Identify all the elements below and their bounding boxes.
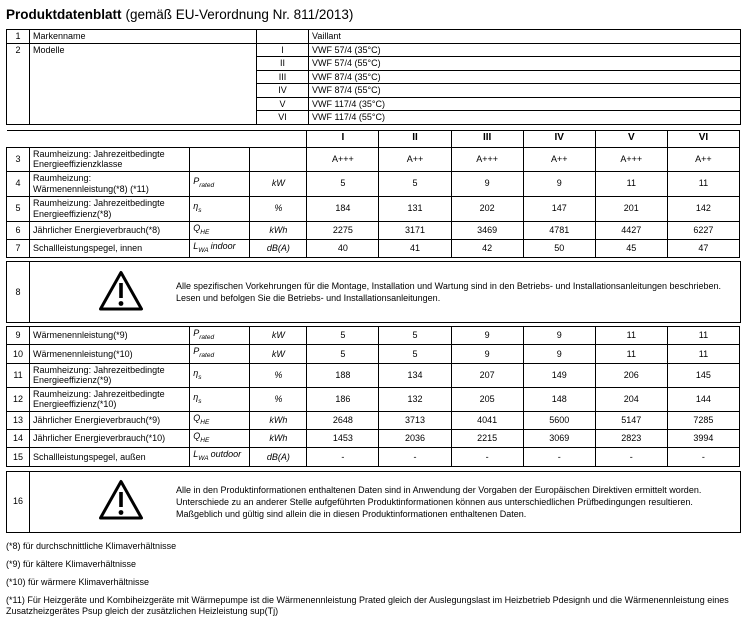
brand-models-table xyxy=(6,29,741,125)
row-label: Raumheizung: Jahrezeitbedingte Energieeffizienz(*10) xyxy=(30,387,190,411)
value-cell: 11 xyxy=(595,345,667,363)
row-label: Raumheizung: Wärmenennleistung(*8) (*11) xyxy=(30,171,190,196)
symbol-base: L xyxy=(193,449,199,460)
value-cell: - xyxy=(379,448,451,466)
value-cell: 134 xyxy=(379,363,451,387)
row-label: Raumheizung: Jahrezeitbedingte Energieeffizienz(*9) xyxy=(30,363,190,387)
row-label: Raumheizung: Jahrezeitbedingte Energieeffizienzklasse xyxy=(30,147,190,171)
page-title-main: Produktdatenblatt xyxy=(6,7,122,22)
spec-table-upper xyxy=(6,130,740,259)
table-row xyxy=(7,43,741,57)
value-cell: 7285 xyxy=(667,411,739,429)
value-cell: A+++ xyxy=(595,147,667,171)
row-number: 7 xyxy=(7,239,30,257)
row-number: 4 xyxy=(7,171,30,196)
value-cell: 184 xyxy=(307,196,379,221)
warning-cell xyxy=(30,262,741,323)
value-cell: 5 xyxy=(307,171,379,196)
value-cell: 186 xyxy=(307,387,379,411)
value-cell: 2036 xyxy=(379,429,451,447)
value-cell: 42 xyxy=(451,239,523,257)
symbol-subscript: rated xyxy=(199,181,215,189)
value-cell: 205 xyxy=(451,387,523,411)
row-label: Raumheizung: Jahrezeitbedingte Energieeffizienz(*8) xyxy=(30,196,190,221)
warning-icon xyxy=(98,479,144,524)
row-number: 5 xyxy=(7,196,30,221)
symbol-suffix: indoor xyxy=(210,240,236,251)
value-cell: 9 xyxy=(451,327,523,345)
value-cell: 5 xyxy=(379,327,451,345)
symbol-subscript: HE xyxy=(200,436,210,444)
row-label: Jährlicher Energieverbrauch(*9) xyxy=(30,411,190,429)
symbol-subscript: s xyxy=(198,397,202,405)
value-cell: 1453 xyxy=(307,429,379,447)
row-label: Markenname xyxy=(30,30,257,44)
value-cell: 4781 xyxy=(523,221,595,239)
table-row xyxy=(7,171,740,196)
value-cell: - xyxy=(523,448,595,466)
column-header-row xyxy=(7,130,740,147)
unit-cell: kWh xyxy=(250,221,307,239)
symbol-suffix: outdoor xyxy=(210,449,242,460)
warning-text: Alle in den Produktinformationen enthaltenen Daten sind in Anwendung der Vorgaben der Europäischen Direktiven ermittelt worden. Unterschiede zu an anderer Stelle aufgeführten Produktinformationen können aus unterschiedlichen Prüfbedingungen resultieren. Maßgeblich und gültig sind allein die in diesen Produktinformationen enthaltenen Daten. xyxy=(176,484,702,519)
value-cell: 11 xyxy=(667,171,739,196)
value-cell: 3171 xyxy=(379,221,451,239)
table-row xyxy=(7,196,740,221)
unit-cell: kW xyxy=(250,171,307,196)
value-cell: 206 xyxy=(595,363,667,387)
value-cell: 11 xyxy=(667,327,739,345)
footnote: (*8) für durchschnittliche Klimaverhältnisse xyxy=(6,540,177,551)
value-cell: 202 xyxy=(451,196,523,221)
warning-icon xyxy=(98,270,144,315)
page-title-sub: (gemäß EU-Verordnung Nr. 811/2013) xyxy=(125,7,354,22)
value-cell: 188 xyxy=(307,363,379,387)
symbol-cell xyxy=(190,196,250,221)
value-cell: 2275 xyxy=(307,221,379,239)
model-key: V xyxy=(257,97,309,111)
value-cell: 144 xyxy=(667,387,739,411)
value-cell: 4041 xyxy=(451,411,523,429)
row-number: 8 xyxy=(7,262,30,323)
column-header: III xyxy=(451,130,523,147)
table-row xyxy=(7,345,740,363)
symbol-cell xyxy=(190,387,250,411)
symbol-base: Q xyxy=(193,222,201,233)
row-label: Modelle xyxy=(30,43,257,124)
value-cell: - xyxy=(667,448,739,466)
value-cell: A+++ xyxy=(307,147,379,171)
symbol-cell xyxy=(190,221,250,239)
value-cell: 11 xyxy=(667,345,739,363)
spec-table-lower xyxy=(6,326,740,466)
value-cell: 145 xyxy=(667,363,739,387)
value-cell: 9 xyxy=(523,327,595,345)
row-number: 12 xyxy=(7,387,30,411)
column-header: VI xyxy=(667,130,739,147)
value-cell: 201 xyxy=(595,196,667,221)
model-value: VWF 117/4 (55°C) xyxy=(309,111,741,125)
symbol-base: Q xyxy=(193,430,201,441)
row-number: 6 xyxy=(7,221,30,239)
value-cell: A++ xyxy=(379,147,451,171)
table-row xyxy=(7,411,740,429)
table-row xyxy=(7,262,741,323)
warning-row-8 xyxy=(6,261,741,323)
symbol-subscript: s xyxy=(198,373,202,381)
symbol-subscript: HE xyxy=(200,228,210,236)
value-cell: A++ xyxy=(667,147,739,171)
value-cell: 11 xyxy=(595,327,667,345)
footnote: (*9) für kältere Klimaverhältnisse xyxy=(6,558,137,569)
row-number: 14 xyxy=(7,429,30,447)
column-header: IV xyxy=(523,130,595,147)
symbol-subscript: WA xyxy=(198,246,209,254)
value-cell: 5600 xyxy=(523,411,595,429)
row-label: Jährlicher Energieverbrauch(*8) xyxy=(30,221,190,239)
value-cell: - xyxy=(595,448,667,466)
table-row xyxy=(7,221,740,239)
model-key: II xyxy=(257,57,309,71)
row-label: Wärmenennleistung(*9) xyxy=(30,327,190,345)
value-cell: 5 xyxy=(379,345,451,363)
unit-cell: % xyxy=(250,363,307,387)
model-key: III xyxy=(257,70,309,84)
symbol-base: η xyxy=(193,200,199,211)
value-cell: 5 xyxy=(379,171,451,196)
column-header: I xyxy=(307,130,379,147)
value-cell: A++ xyxy=(523,147,595,171)
symbol-cell xyxy=(190,171,250,196)
symbol-cell xyxy=(190,411,250,429)
symbol-cell xyxy=(190,448,250,466)
symbol-cell xyxy=(190,429,250,447)
value-cell: 2823 xyxy=(595,429,667,447)
symbol-base: Q xyxy=(193,412,201,423)
unit-cell: % xyxy=(250,387,307,411)
value-cell: 207 xyxy=(451,363,523,387)
unit-cell: kWh xyxy=(250,429,307,447)
value-cell: 3994 xyxy=(667,429,739,447)
warning-row-16 xyxy=(6,471,741,533)
table-row xyxy=(7,147,740,171)
row-number: 11 xyxy=(7,363,30,387)
row-number: 3 xyxy=(7,147,30,171)
symbol-cell xyxy=(190,147,250,171)
row-number: 9 xyxy=(7,327,30,345)
row-number: 1 xyxy=(7,30,30,44)
value-cell: 3469 xyxy=(451,221,523,239)
page-title xyxy=(6,7,740,23)
row-number: 15 xyxy=(7,448,30,466)
unit-cell: kW xyxy=(250,345,307,363)
column-header: II xyxy=(379,130,451,147)
value-cell: - xyxy=(307,448,379,466)
symbol-base: L xyxy=(193,240,199,251)
value-cell: 47 xyxy=(667,239,739,257)
row-number: 16 xyxy=(7,471,30,532)
model-value: VWF 57/4 (35°C) xyxy=(309,43,741,57)
value-cell: 5 xyxy=(307,327,379,345)
column-header: V xyxy=(595,130,667,147)
symbol-base: P xyxy=(193,175,200,186)
unit-cell: dB(A) xyxy=(250,239,307,257)
symbol-base: η xyxy=(193,391,199,402)
value-cell: 40 xyxy=(307,239,379,257)
value-cell: 4427 xyxy=(595,221,667,239)
value-cell: 147 xyxy=(523,196,595,221)
symbol-cell xyxy=(190,327,250,345)
value-cell: 50 xyxy=(523,239,595,257)
value-cell: 3069 xyxy=(523,429,595,447)
warning-text: Alle spezifischen Vorkehrungen für die Montage, Installation und Wartung sind in den Betriebs- und Installationsanleitungen beschrieben. Lesen und befolgen Sie die Betriebs- und Installationsanleitungen. xyxy=(176,281,722,304)
value-cell: 5 xyxy=(307,345,379,363)
value-cell: 6227 xyxy=(667,221,739,239)
symbol-cell xyxy=(190,363,250,387)
value-cell: 148 xyxy=(523,387,595,411)
symbol-subscript: s xyxy=(198,206,202,214)
value-cell: 9 xyxy=(523,171,595,196)
symbol-cell xyxy=(190,239,250,257)
value-cell: 2648 xyxy=(307,411,379,429)
unit-cell: dB(A) xyxy=(250,448,307,466)
row-number: 10 xyxy=(7,345,30,363)
symbol-base: η xyxy=(193,367,199,378)
symbol-subscript: WA xyxy=(198,455,209,463)
value-cell: 132 xyxy=(379,387,451,411)
table-row xyxy=(7,327,740,345)
value-cell: 131 xyxy=(379,196,451,221)
table-row xyxy=(7,239,740,257)
unit-cell: kWh xyxy=(250,411,307,429)
brand-value: Vaillant xyxy=(309,30,741,44)
value-cell: 9 xyxy=(451,345,523,363)
value-cell: 142 xyxy=(667,196,739,221)
model-value: VWF 57/4 (55°C) xyxy=(309,57,741,71)
value-cell: 149 xyxy=(523,363,595,387)
row-label: Schallleistungspegel, innen xyxy=(30,239,190,257)
unit-cell xyxy=(250,147,307,171)
symbol-subscript: rated xyxy=(199,333,215,341)
footnotes xyxy=(6,541,740,617)
value-cell: 2215 xyxy=(451,429,523,447)
header-spacer xyxy=(7,130,307,147)
unit-cell: % xyxy=(250,196,307,221)
warning-cell xyxy=(30,471,741,532)
row-number: 13 xyxy=(7,411,30,429)
value-cell: 41 xyxy=(379,239,451,257)
table-row xyxy=(7,448,740,466)
row-label: Jährlicher Energieverbrauch(*10) xyxy=(30,429,190,447)
row-label: Wärmenennleistung(*10) xyxy=(30,345,190,363)
model-key: VI xyxy=(257,111,309,125)
table-row xyxy=(7,30,741,44)
value-cell: 45 xyxy=(595,239,667,257)
row-number: 2 xyxy=(7,43,30,124)
value-cell: 9 xyxy=(523,345,595,363)
row-label: Schallleistungspegel, außen xyxy=(30,448,190,466)
value-cell: 5147 xyxy=(595,411,667,429)
footnote: (*10) für wärmere Klimaverhältnisse xyxy=(6,576,150,587)
value-cell: 9 xyxy=(451,171,523,196)
table-row xyxy=(7,363,740,387)
symbol-subscript: HE xyxy=(200,418,210,426)
symbol-subscript: rated xyxy=(199,352,215,360)
value-cell: A+++ xyxy=(451,147,523,171)
value-cell: 11 xyxy=(595,171,667,196)
table-row xyxy=(7,471,741,532)
symbol-cell xyxy=(190,345,250,363)
model-key: IV xyxy=(257,84,309,98)
footnote: (*11) Für Heizgeräte und Kombiheizgeräte mit Wärmepumpe ist die Wärmenennleistung Prated gleich der Auslegungslast im Heizbetrieb Pdesignh und die Wärmenennleistung eines Zusatzheizgerätes Psup gleich der zusätzlichen Heizleistung sup(Tj) xyxy=(6,594,729,616)
symbol-base: P xyxy=(193,346,200,357)
table-row xyxy=(7,429,740,447)
empty-cell xyxy=(257,30,309,44)
value-cell: - xyxy=(451,448,523,466)
unit-cell: kW xyxy=(250,327,307,345)
model-value: VWF 87/4 (55°C) xyxy=(309,84,741,98)
symbol-base: P xyxy=(193,328,200,339)
model-value: VWF 87/4 (35°C) xyxy=(309,70,741,84)
value-cell: 204 xyxy=(595,387,667,411)
model-key: I xyxy=(257,43,309,57)
value-cell: 3713 xyxy=(379,411,451,429)
model-value: VWF 117/4 (35°C) xyxy=(309,97,741,111)
table-row xyxy=(7,387,740,411)
